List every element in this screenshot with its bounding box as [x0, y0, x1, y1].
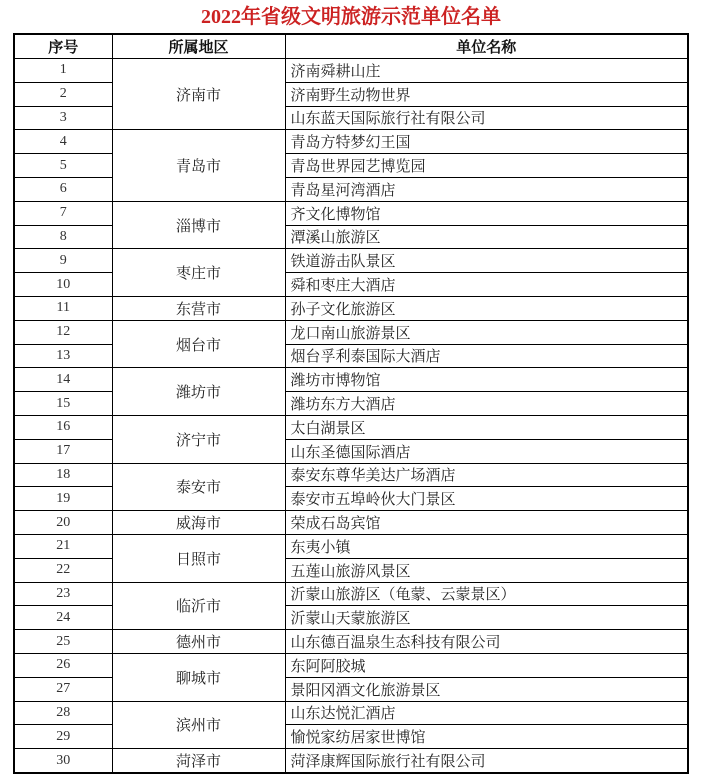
serial-number-cell: 11: [14, 296, 112, 320]
serial-number-cell: 7: [14, 201, 112, 225]
units-table: [13, 33, 689, 774]
table-row: [14, 463, 688, 487]
region-cell: 淄博市: [112, 201, 285, 249]
serial-number-cell: 6: [14, 177, 112, 201]
serial-number-cell: 24: [14, 606, 112, 630]
unit-name-cell: 荣成石岛宾馆: [285, 511, 688, 535]
table-row: [14, 201, 688, 225]
unit-name-cell: 景阳冈酒文化旅游景区: [285, 677, 688, 701]
table-row: [14, 534, 688, 558]
unit-name-cell: 舜和枣庄大酒店: [285, 273, 688, 297]
table-row: [14, 130, 688, 154]
serial-number-cell: 9: [14, 249, 112, 273]
unit-name-cell: 山东蓝天国际旅行社有限公司: [285, 106, 688, 130]
unit-name-cell: 潭溪山旅游区: [285, 225, 688, 249]
serial-number-cell: 4: [14, 130, 112, 154]
table-body: [14, 59, 688, 773]
serial-number-cell: 2: [14, 82, 112, 106]
table-row: [14, 368, 688, 392]
table-row: [14, 653, 688, 677]
table-row: [14, 59, 688, 83]
region-cell: 聊城市: [112, 653, 285, 701]
unit-name-cell: 愉悦家纺居家世博馆: [285, 725, 688, 749]
table-row: [14, 296, 688, 320]
unit-name-cell: 山东圣德国际酒店: [285, 439, 688, 463]
unit-name-cell: 铁道游击队景区: [285, 249, 688, 273]
serial-number-cell: 12: [14, 320, 112, 344]
unit-name-cell: 东夷小镇: [285, 534, 688, 558]
serial-number-cell: 13: [14, 344, 112, 368]
serial-number-cell: 21: [14, 534, 112, 558]
unit-name-cell: 龙口南山旅游景区: [285, 320, 688, 344]
table-row: [14, 415, 688, 439]
column-header-1: 序号: [14, 34, 112, 59]
region-cell: 济宁市: [112, 415, 285, 463]
table-row: [14, 749, 688, 773]
unit-name-cell: 沂蒙山天蒙旅游区: [285, 606, 688, 630]
serial-number-cell: 17: [14, 439, 112, 463]
serial-number-cell: 27: [14, 677, 112, 701]
region-cell: 威海市: [112, 511, 285, 535]
unit-name-cell: 潍坊东方大酒店: [285, 392, 688, 416]
unit-name-cell: 山东达悦汇酒店: [285, 701, 688, 725]
region-cell: 德州市: [112, 630, 285, 654]
unit-name-cell: 济南舜耕山庄: [285, 59, 688, 83]
unit-name-cell: 太白湖景区: [285, 415, 688, 439]
unit-name-cell: 五莲山旅游风景区: [285, 558, 688, 582]
column-header-3: 单位名称: [285, 34, 688, 59]
unit-name-cell: 东阿阿胶城: [285, 653, 688, 677]
region-cell: 青岛市: [112, 130, 285, 201]
serial-number-cell: 1: [14, 59, 112, 83]
serial-number-cell: 3: [14, 106, 112, 130]
unit-name-cell: 山东德百温泉生态科技有限公司: [285, 630, 688, 654]
table-row: [14, 582, 688, 606]
serial-number-cell: 29: [14, 725, 112, 749]
region-cell: 东营市: [112, 296, 285, 320]
region-cell: 烟台市: [112, 320, 285, 368]
unit-name-cell: 齐文化博物馆: [285, 201, 688, 225]
table-header: [14, 34, 688, 59]
serial-number-cell: 26: [14, 653, 112, 677]
table-row: [14, 249, 688, 273]
unit-name-cell: 泰安东尊华美达广场酒店: [285, 463, 688, 487]
region-cell: 日照市: [112, 534, 285, 582]
serial-number-cell: 18: [14, 463, 112, 487]
serial-number-cell: 8: [14, 225, 112, 249]
serial-number-cell: 5: [14, 154, 112, 178]
region-cell: 济南市: [112, 59, 285, 130]
region-cell: 滨州市: [112, 701, 285, 749]
table-row: [14, 701, 688, 725]
table-row: [14, 630, 688, 654]
page-title: 2022年省级文明旅游示范单位名单: [201, 6, 501, 28]
serial-number-cell: 10: [14, 273, 112, 297]
serial-number-cell: 19: [14, 487, 112, 511]
serial-number-cell: 28: [14, 701, 112, 725]
serial-number-cell: 14: [14, 368, 112, 392]
unit-name-cell: 孙子文化旅游区: [285, 296, 688, 320]
unit-name-cell: 青岛方特梦幻王国: [285, 130, 688, 154]
unit-name-cell: 沂蒙山旅游区（龟蒙、云蒙景区）: [285, 582, 688, 606]
unit-name-cell: 青岛世界园艺博览园: [285, 154, 688, 178]
table-row: [14, 511, 688, 535]
region-cell: 临沂市: [112, 582, 285, 630]
serial-number-cell: 16: [14, 415, 112, 439]
serial-number-cell: 25: [14, 630, 112, 654]
region-cell: 泰安市: [112, 463, 285, 511]
unit-name-cell: 济南野生动物世界: [285, 82, 688, 106]
unit-name-cell: 菏泽康辉国际旅行社有限公司: [285, 749, 688, 773]
column-header-2: 所属地区: [112, 34, 285, 59]
unit-name-cell: 泰安市五埠岭伙大门景区: [285, 487, 688, 511]
region-cell: 潍坊市: [112, 368, 285, 416]
unit-name-cell: 烟台孚利泰国际大酒店: [285, 344, 688, 368]
table-row: [14, 320, 688, 344]
header-row: [14, 34, 688, 59]
serial-number-cell: 23: [14, 582, 112, 606]
serial-number-cell: 20: [14, 511, 112, 535]
region-cell: 菏泽市: [112, 749, 285, 773]
unit-name-cell: 潍坊市博物馆: [285, 368, 688, 392]
unit-name-cell: 青岛星河湾酒店: [285, 177, 688, 201]
region-cell: 枣庄市: [112, 249, 285, 297]
serial-number-cell: 30: [14, 749, 112, 773]
serial-number-cell: 15: [14, 392, 112, 416]
serial-number-cell: 22: [14, 558, 112, 582]
